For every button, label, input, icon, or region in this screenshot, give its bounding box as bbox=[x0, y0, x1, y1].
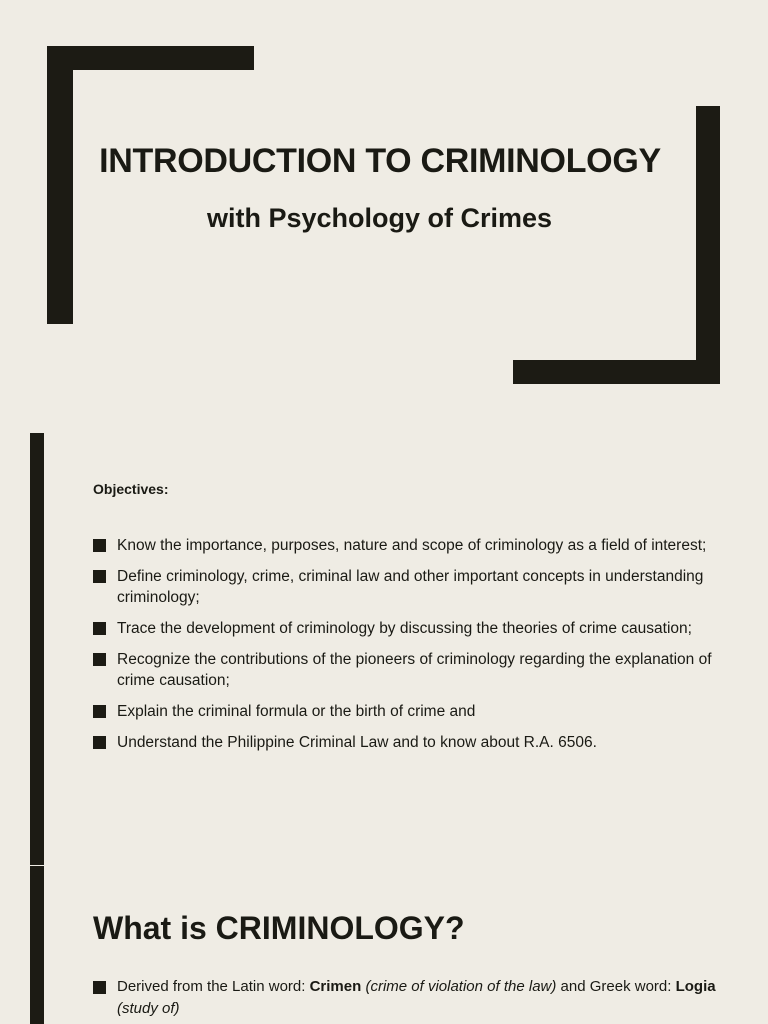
list-item bbox=[93, 535, 723, 556]
list-item bbox=[93, 566, 723, 608]
list-item-text: Know the importance, purposes, nature and scope of criminology as a field of interest; bbox=[117, 537, 707, 554]
objectives-slide bbox=[0, 433, 768, 865]
square-bullet-icon bbox=[93, 539, 106, 552]
list-item-text: Define criminology, crime, criminal law and other important concepts in understanding criminology; bbox=[117, 568, 704, 606]
square-bullet-icon bbox=[93, 736, 106, 749]
latin-term: Crimen bbox=[309, 978, 362, 995]
list-item-text: Recognize the contributions of the pioneers of criminology regarding the explanation of crime causation; bbox=[117, 651, 712, 689]
section-heading: What is CRIMINOLOGY? bbox=[93, 910, 465, 946]
square-bullet-icon bbox=[93, 981, 106, 994]
list-item-text: Trace the development of criminology by discussing the theories of crime causation; bbox=[117, 620, 692, 637]
list-item bbox=[93, 701, 723, 722]
definition-text-part2: and Greek word: bbox=[556, 978, 676, 995]
square-bullet-icon bbox=[93, 705, 106, 718]
title-slide bbox=[0, 0, 768, 432]
left-accent-bar bbox=[30, 866, 44, 1024]
list-item bbox=[93, 732, 723, 753]
slide-subtitle: with Psychology of Crimes bbox=[207, 203, 553, 233]
greek-term: Logia bbox=[675, 978, 716, 995]
definition-slide bbox=[0, 866, 768, 1024]
definition-text-part1: Derived from the Latin word: bbox=[117, 978, 310, 995]
list-item bbox=[93, 618, 723, 639]
objectives-list bbox=[93, 535, 723, 763]
list-item-text: Understand the Philippine Criminal Law and to know about R.A. 6506. bbox=[117, 734, 597, 751]
slide-title: INTRODUCTION TO CRIMINOLOGY bbox=[99, 142, 661, 180]
objectives-heading: Objectives: bbox=[93, 481, 169, 497]
square-bullet-icon bbox=[93, 570, 106, 583]
square-bullet-icon bbox=[93, 622, 106, 635]
latin-term-gloss: (crime of violation of the law) bbox=[365, 978, 557, 995]
frame-bar-top-left-vertical bbox=[47, 46, 73, 324]
greek-term-gloss: (study of) bbox=[117, 1000, 180, 1017]
frame-bar-bottom-right-horizontal bbox=[513, 360, 720, 384]
frame-bar-top-left-horizontal bbox=[47, 46, 254, 70]
list-item bbox=[93, 649, 723, 691]
list-item-text: Explain the criminal formula or the birth of crime and bbox=[117, 703, 476, 720]
definition-item bbox=[93, 976, 737, 1020]
left-accent-bar bbox=[30, 433, 44, 865]
square-bullet-icon bbox=[93, 653, 106, 666]
